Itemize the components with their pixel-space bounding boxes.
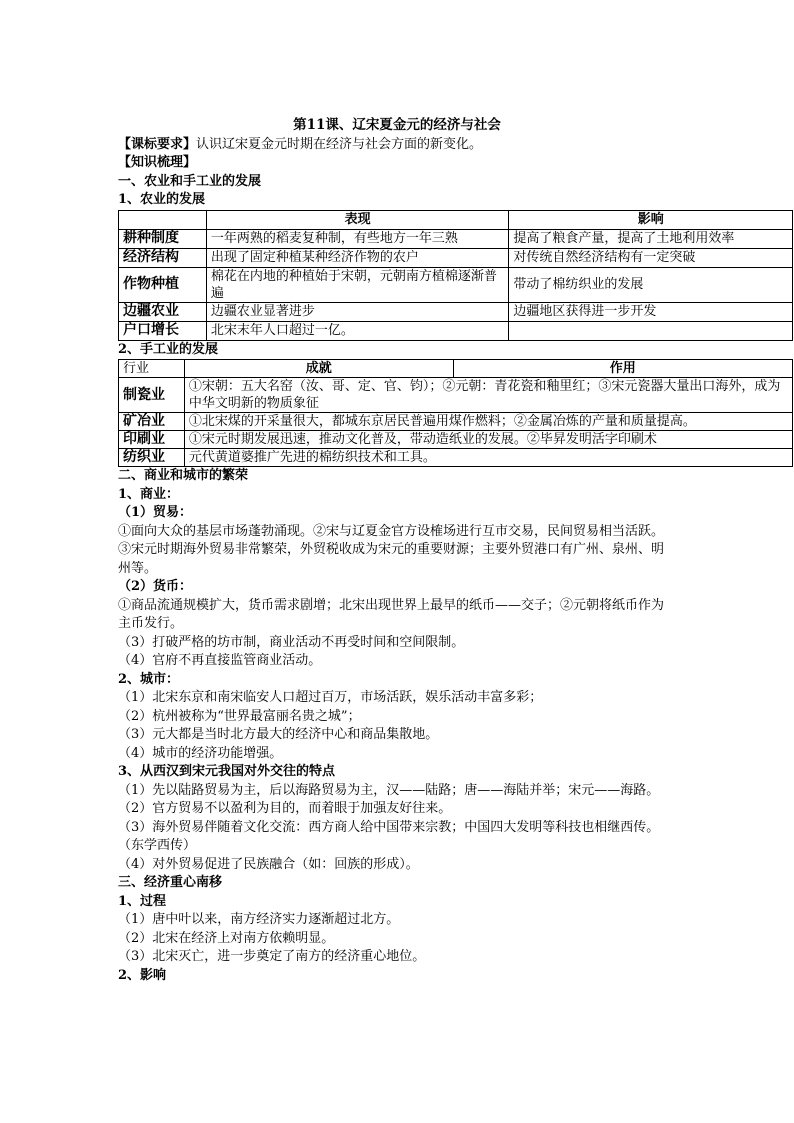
money-text: ①商品流通规模扩大，货币需求剧增；北宋出现世界上最早的纸币——交子；②元朝将纸币作为主币发行。 xyxy=(118,597,665,631)
row-key: 户口增长 xyxy=(119,321,207,340)
table-row xyxy=(119,248,793,267)
row-cell: 提高了粮食产量，提高了土地利用效率 xyxy=(509,229,793,248)
row-cell: 边疆农业显著进步 xyxy=(206,302,509,321)
table-row xyxy=(119,321,793,340)
table-row xyxy=(119,267,793,302)
commerce-item-4: （4）官府不再直接监管商业活动。 xyxy=(118,653,322,668)
table-row xyxy=(119,413,793,431)
list-item: （3）元大都是当时北方最大的经济中心和商品集散地。 xyxy=(118,727,439,742)
list-item: （3）北宋灭亡，进一步奠定了南方的经济重心地位。 xyxy=(118,949,426,964)
city-heading: 2、城市： xyxy=(118,671,180,687)
process-heading: 1、过程 xyxy=(118,893,167,909)
table-row xyxy=(119,449,793,467)
handicraft-table xyxy=(118,359,793,467)
section-2-heading: 二、商业和城市的繁荣 xyxy=(118,468,249,483)
trade-text: ①面向大众的基层市场蓬勃涌现。②宋与辽夏金官方设榷场进行互市交易，民间贸易相当活跃。③宋元时期海外贸易非常繁荣，外贸税收成为宋元的重要财源；主要外贸港口有广州、泉州、明州等。 xyxy=(118,523,665,576)
row-key: 作物种植 xyxy=(119,267,207,302)
trade-heading: （1）贸易： xyxy=(118,505,193,520)
commerce-heading: 1、商业： xyxy=(118,486,180,502)
table-row xyxy=(119,302,793,321)
money-heading: （2）货币： xyxy=(118,579,193,594)
agriculture-table xyxy=(118,210,793,341)
row-cell: 出现了固定种植某种经济作物的农户 xyxy=(206,248,509,267)
table-header-row xyxy=(119,360,793,378)
table-header: 行业 xyxy=(119,360,185,378)
list-item: （3）海外贸易伴随着文化交流：西方商人给中国带来宗教；中国四大发明等科技也相继西传。（东学西传） xyxy=(118,819,660,853)
table-header: 表现 xyxy=(206,210,509,229)
row-cell: ①宋元时期发展迅速，推动文化普及，带动造纸业的发展。②毕昇发明活字印刷术 xyxy=(184,431,792,449)
table-header-row xyxy=(119,210,793,229)
row-key: 纺织业 xyxy=(119,449,185,467)
section-1-heading: 一、农业和手工业的发展 xyxy=(118,173,262,189)
list-item: （4）城市的经济功能增强。 xyxy=(118,745,283,761)
row-key: 矿冶业 xyxy=(119,413,185,431)
agriculture-heading: 1、农业的发展 xyxy=(118,192,206,207)
impact-heading: 2、影响 xyxy=(118,967,167,983)
list-item: （2）官方贸易不以盈利为目的，而着眼于加强友好往来。 xyxy=(118,801,452,816)
row-cell: 北宋末年人口超过一亿。 xyxy=(206,321,509,340)
foreign-exchange-heading: 3、从西汉到宋元我国对外交往的特点 xyxy=(118,764,336,779)
list-item: （2）北宋在经济上对南方依赖明显。 xyxy=(118,930,335,946)
table-row xyxy=(119,378,793,413)
list-item: （1）唐中叶以来，南方经济实力逐渐超过北方。 xyxy=(118,912,400,927)
row-cell: 元代黄道婆推广先进的棉纺织技术和工具。 xyxy=(184,449,792,467)
list-item: （2）杭州被称为“世界最富丽名贵之城”； xyxy=(118,708,361,724)
row-cell: 一年两熟的稻麦复种制，有些地方一年三熟 xyxy=(206,229,509,248)
page-title: 第11课、辽宋夏金元的经济与社会 xyxy=(293,117,501,133)
row-cell xyxy=(509,321,793,340)
row-key: 制瓷业 xyxy=(119,378,185,413)
table-header: 影响 xyxy=(509,210,793,229)
requirement-label: 【课标要求】 xyxy=(118,136,197,152)
knowledge-label: 【知识梳理】 xyxy=(118,155,197,170)
row-key: 印刷业 xyxy=(119,431,185,449)
row-key: 耕种制度 xyxy=(119,229,207,248)
row-cell: 带动了棉纺织业的发展 xyxy=(509,267,793,302)
table-header xyxy=(119,210,207,229)
list-item: （1）北宋东京和南宋临安人口超过百万，市场活跃，娱乐活动丰富多彩； xyxy=(118,690,543,705)
commerce-item-3: （3）打破严格的坊市制，商业活动不再受时间和空间限制。 xyxy=(118,634,465,650)
row-cell: 棉花在内地的种植始于宋朝，元朝南方植棉逐渐普遍 xyxy=(206,267,509,302)
row-key: 边疆农业 xyxy=(119,302,207,321)
row-cell: ①北宋煤的开采量很大，都城东京居民普遍用煤作燃料；②金属冶炼的产量和质量提高。 xyxy=(184,413,792,431)
section-3-heading: 三、经济重心南移 xyxy=(118,875,223,890)
table-header: 作用 xyxy=(453,360,792,378)
row-cell: 边疆地区获得进一步开发 xyxy=(509,302,793,321)
row-key: 经济结构 xyxy=(119,248,207,267)
list-item: （1）先以陆路贸易为主，后以海路贸易为主，汉——陆路；唐——海陆并举；宋元——海路。 xyxy=(118,782,660,798)
document-page xyxy=(118,116,781,985)
table-row xyxy=(119,229,793,248)
handicraft-heading: 2、手工业的发展 xyxy=(118,341,219,357)
table-header: 成就 xyxy=(184,360,453,378)
table-row xyxy=(119,431,793,449)
requirement-text: 认识辽宋夏金元时期在经济与社会方面的新变化。 xyxy=(196,136,483,152)
curriculum-requirement xyxy=(118,136,676,155)
list-item: （4）对外贸易促进了民族融合（如：回族的形成）。 xyxy=(118,856,419,872)
row-cell: 对传统自然经济结构有一定突破 xyxy=(509,248,793,267)
row-cell: ①宋朝：五大名窑（汝、哥、定、官、钧）；②元朝：青花瓷和釉里红；③宋元瓷器大量出口海外，成为中华文明新的物质象征 xyxy=(184,378,792,413)
